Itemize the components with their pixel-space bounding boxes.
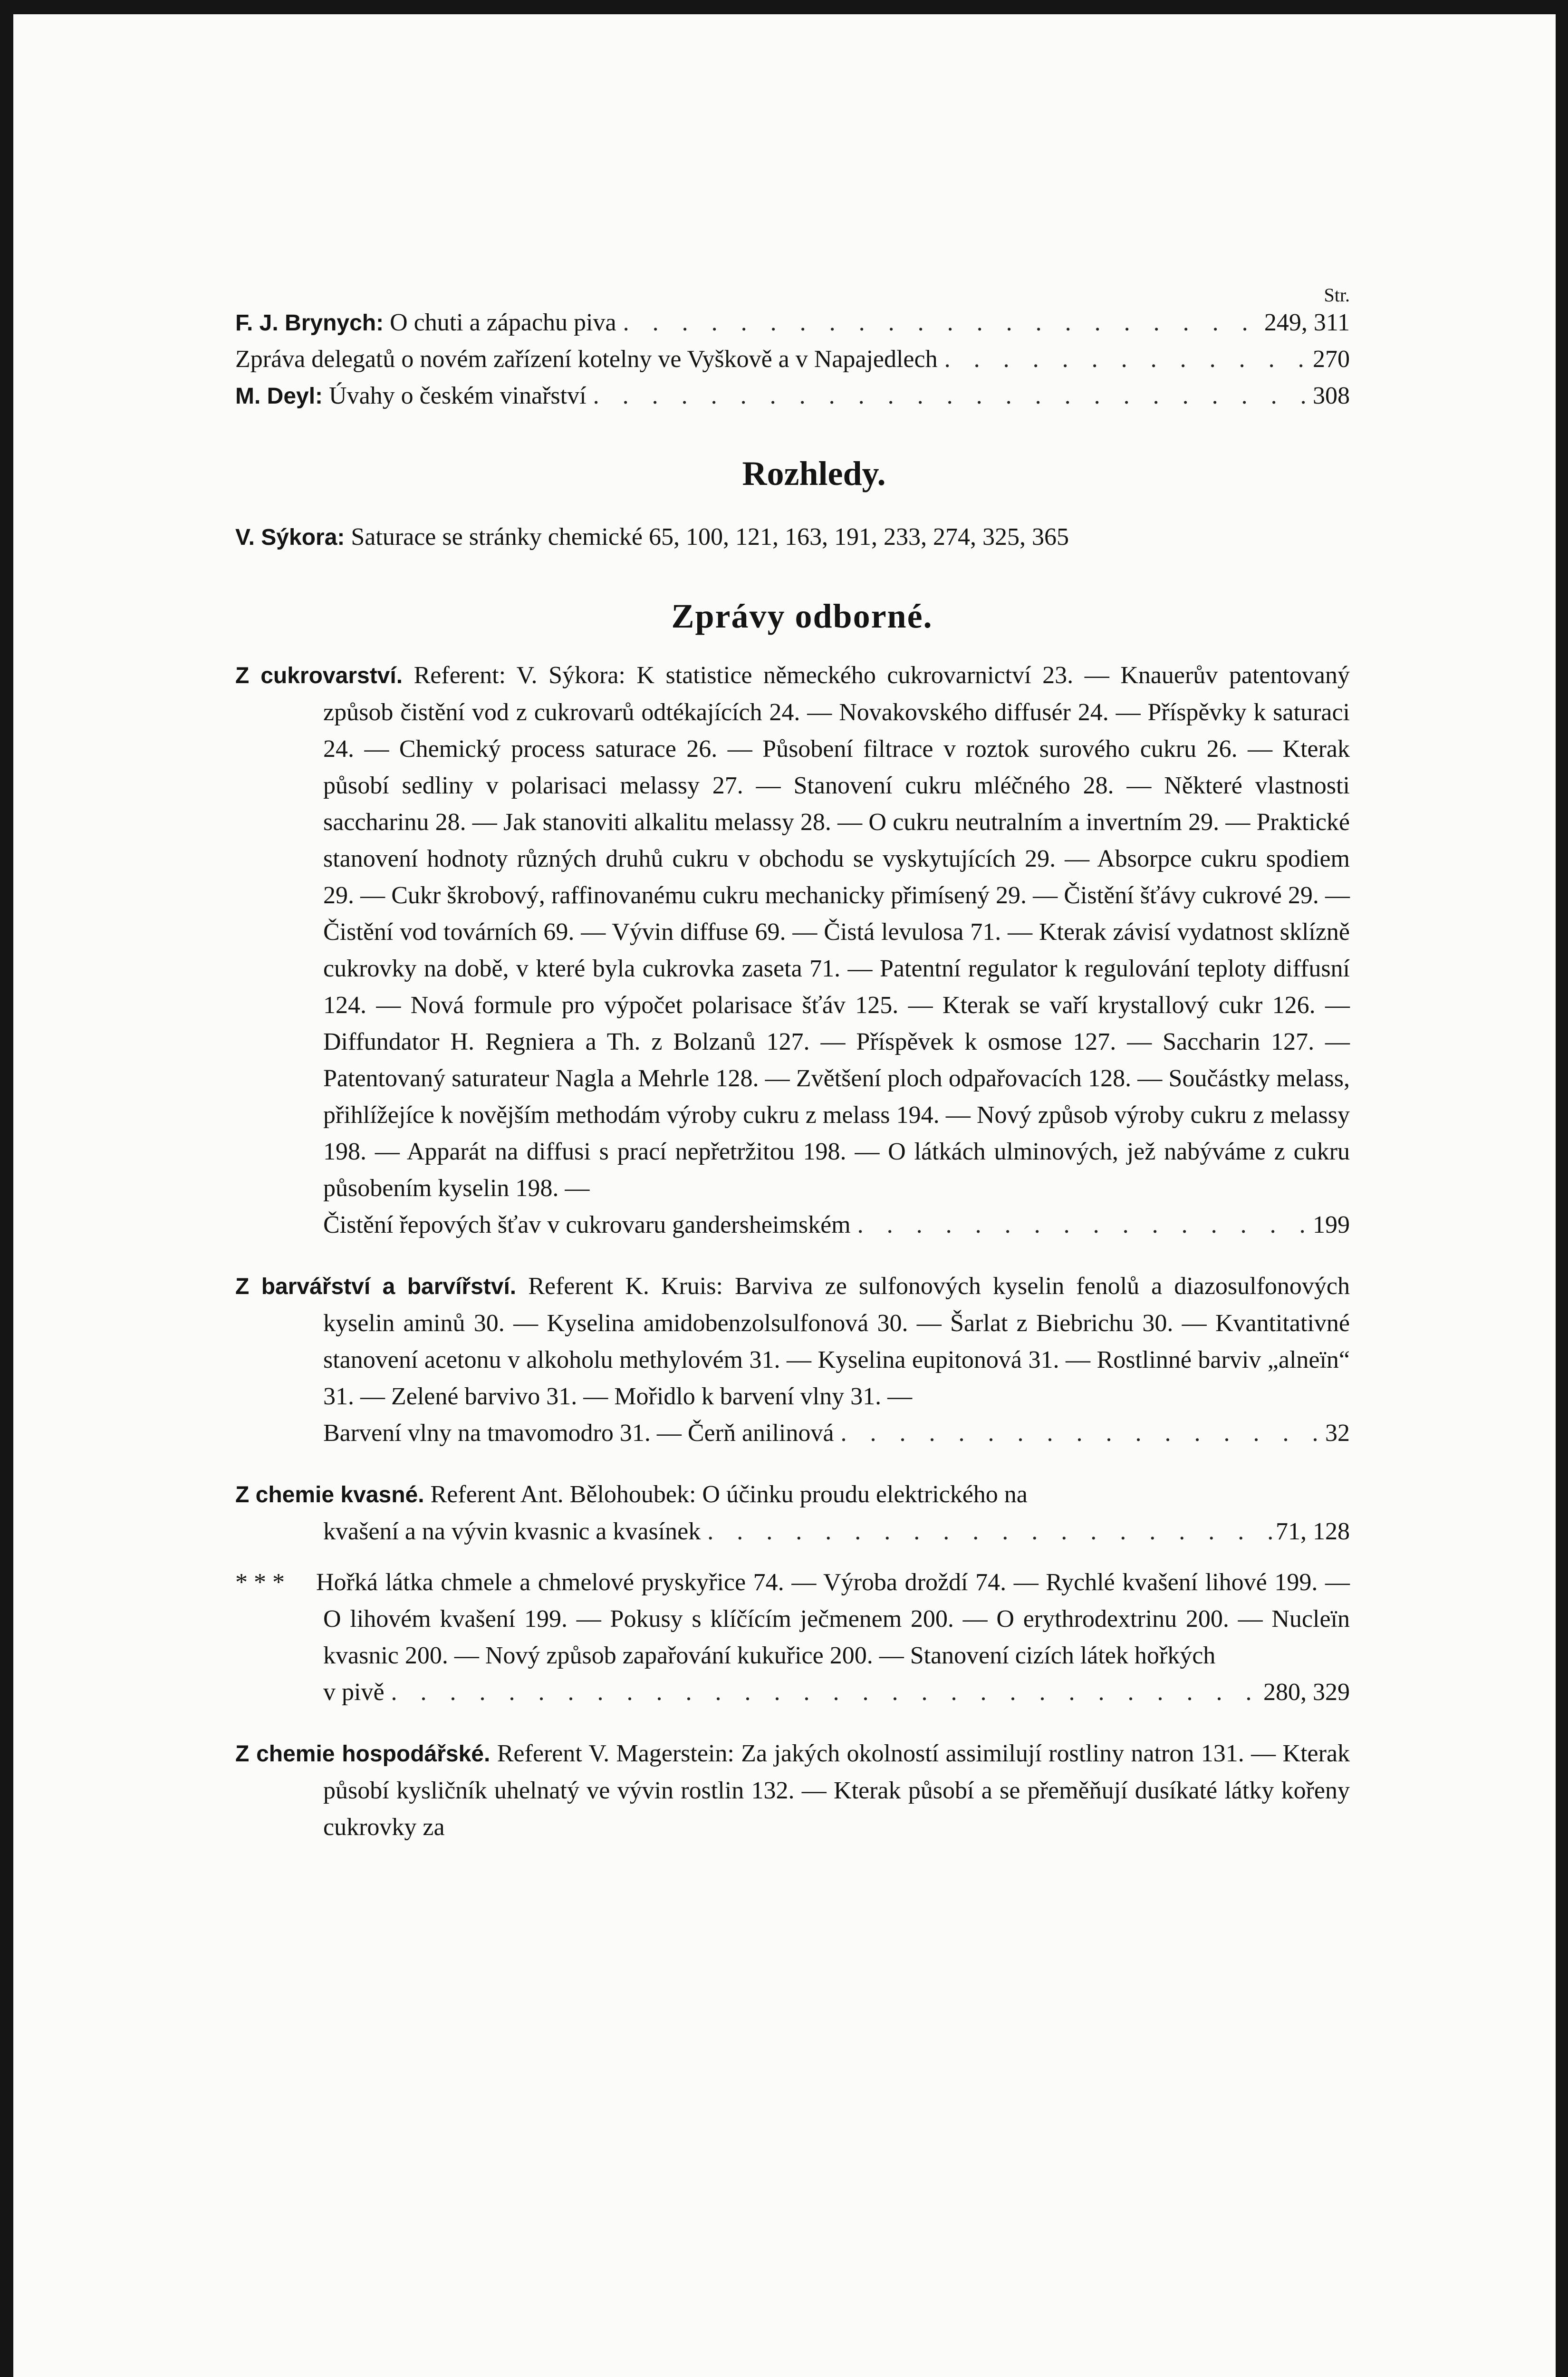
scan-border-left xyxy=(0,0,13,2377)
subsection-last-line xyxy=(235,1513,1350,1550)
subsection-text: Barviva ze sulfonových kyselin fenolů a diazosulfonových kyselin aminů 30. — Kyselina amidobenzolsulfonová 30. — Šarlat z Biebrichu 30. — Kvantitativné stanovení acetonu v alkoholu methylovém 31. — Kyselina eupitonová 31. — Rostlinné barviv „alneïn“ 31. — Zelené barvivo 31. — Mořidlo k barvení vlny 31. — xyxy=(323,1273,1350,1410)
dot-leader xyxy=(701,1513,1276,1550)
subsection-last-line xyxy=(235,1207,1350,1243)
subsection-stars xyxy=(235,1564,1350,1710)
entry-author: V. Sýkora: xyxy=(235,525,345,550)
scan-border-right xyxy=(1556,0,1568,2377)
entry-title: O chuti a zápachu piva xyxy=(390,309,616,336)
subsection-referent: Referent Ant. Bělohoubek: xyxy=(430,1481,696,1508)
dot-leader xyxy=(587,377,1313,414)
scan-border-top xyxy=(0,0,1568,14)
entry-title: Saturace se stránky chemické 65, 100, 121, 163, 191, 233, 274, 325, 365 xyxy=(351,523,1069,551)
entry-pages: 280, 329 xyxy=(1263,1679,1350,1706)
subsection-text: O účinku proudu elektrického na xyxy=(702,1481,1028,1508)
entry-pages: 71, 128 xyxy=(1276,1518,1350,1545)
subsection-barvarstvi xyxy=(235,1268,1350,1451)
last-line-text: kvašení a na vývin kvasnic a kvasínek xyxy=(323,1518,701,1545)
stars-marker: * * * xyxy=(235,1569,285,1596)
entry-pages: 249, 311 xyxy=(1264,309,1350,336)
subsection-text: K statistice německého cukrovarnictví 23. — Knauerův patentovaný způsob čistění vod z cukrovarů odtékajících 24. — Novakovského diffusér 24. — Příspěvky k saturaci 24. — Chemický process saturace 26. — Působení filtrace v roztok surového cukru 26. — Kterak působí sedliny v polarisaci melassy 27. — Stanovení cukru mléčného 28. — Některé vlastnosti saccharinu 28. — Jak stanoviti alkalitu melassy 28. — O cukru neutralním a invertním 29. — Praktické stanovení hodnoty různých druhů cukru v obchodu se vyskytujících 29. — Absorpce cukru spodiem 29. — Cukr škrobový, raffinovanému cukru mechanicky přimísený 29. — Čistění šťávy cukrové 29. — Čistění vod továrních 69. — Vývin diffuse 69. — Čistá levulosa 71. — Kterak závisí vydatnost sklízně cukrovky na době, v které byla cukrovka zaseta 71. — Patentní regulator k regulování teploty diffusní 124. — Nová formule pro výpočet polarisace šťáv 125. — Kterak se vaří krystallový cukr 126. — Diffundator H. Regniera a Th. z Bolzanů 127. — Příspěvek k osmose 127. — Saccharin 127. — Patentovaný saturateur Nagla a Mehrle 128. — Zvětšení ploch odpařovacích 128. — Součástky melass, přihlížejíce k novějším methodám výroby cukru z melass 194. — Nový způsob výroby cukru z melassy 198. — Apparát na diffusi s prací nepřetržitou 198. — O látkách ulminových, jež nabýváme z cukru působením kyselin 198. — xyxy=(323,662,1350,1202)
entry-pages: 199 xyxy=(1313,1211,1350,1238)
subsection-referent: Referent K. Kruis: xyxy=(528,1273,723,1300)
page-content xyxy=(235,284,1350,1846)
entry-title: Zpráva delegatů o novém zařízení kotelny ve Vyškově a v Napajedlech xyxy=(235,346,938,373)
subsection-label: Z cukrovarství. xyxy=(235,663,403,688)
entry-pages: 308 xyxy=(1313,382,1350,409)
entry-author: M. Deyl: xyxy=(235,384,323,409)
last-line-text: Barvení vlny na tmavomodro 31. — Čerň anilinová xyxy=(323,1420,834,1447)
subsection-label: Z chemie hospodářské. xyxy=(235,1741,491,1767)
subsection-last-line xyxy=(235,1415,1350,1451)
section-heading-zpravy: Zprávy odborné. xyxy=(671,597,933,635)
subsection-kvasne xyxy=(235,1476,1350,1550)
toc-entry xyxy=(235,304,1350,341)
entry-title: Úvahy o českém vinařství xyxy=(329,382,587,409)
subsection-cukrovarstvi xyxy=(235,657,1350,1243)
last-line-text: Čistění řepových šťav v cukrovaru gandersheimském xyxy=(323,1211,851,1238)
toc-entry xyxy=(235,341,1350,377)
subsection-text: Hořká látka chmele a chmelové pryskyřice 74. — Výroba droždí 74. — Rychlé kvašení lihové 199. — O lihovém kvašení 199. — Pokusy s klíčícím ječmenem 200. — O erythrodextrinu 200. — Nucleïn kvasnic 200. — Nový způsob zapařování kukuřice 200. — Stanovení cizích látek hořkých xyxy=(316,1569,1350,1669)
dot-leader xyxy=(385,1674,1263,1710)
subsection-text: Za jakých okolností assimilují rostliny natron 131. — Kterak působí kysličník uhelnatý ve vývin rostlin 132. — Kterak působí a se přeměňují dusíkaté látky kořeny cukrovky za xyxy=(323,1740,1350,1841)
entry-author: F. J. Brynych: xyxy=(235,310,384,336)
dot-leader xyxy=(938,341,1313,377)
dot-leader xyxy=(616,304,1264,341)
subsection-hospodarske xyxy=(235,1735,1350,1846)
subsection-label: Z chemie kvasné. xyxy=(235,1482,424,1507)
dot-leader xyxy=(851,1207,1313,1243)
entry-pages: 32 xyxy=(1325,1420,1350,1447)
subsection-referent: Referent: V. Sýkora: xyxy=(414,662,625,689)
section-heading-rozhledy: Rozhledy. xyxy=(742,454,886,493)
subsection-label: Z barvářství a barvířství. xyxy=(235,1274,517,1299)
last-line-text: v pivě xyxy=(323,1679,385,1706)
page-column-label: Str. xyxy=(1324,284,1350,306)
toc-entry xyxy=(235,377,1350,414)
rozhledy-entry xyxy=(235,519,1350,555)
subsection-last-line xyxy=(235,1674,1350,1710)
dot-leader xyxy=(834,1415,1325,1451)
subsection-referent: Referent V. Magerstein: xyxy=(497,1740,734,1767)
entry-pages: 270 xyxy=(1313,346,1350,373)
